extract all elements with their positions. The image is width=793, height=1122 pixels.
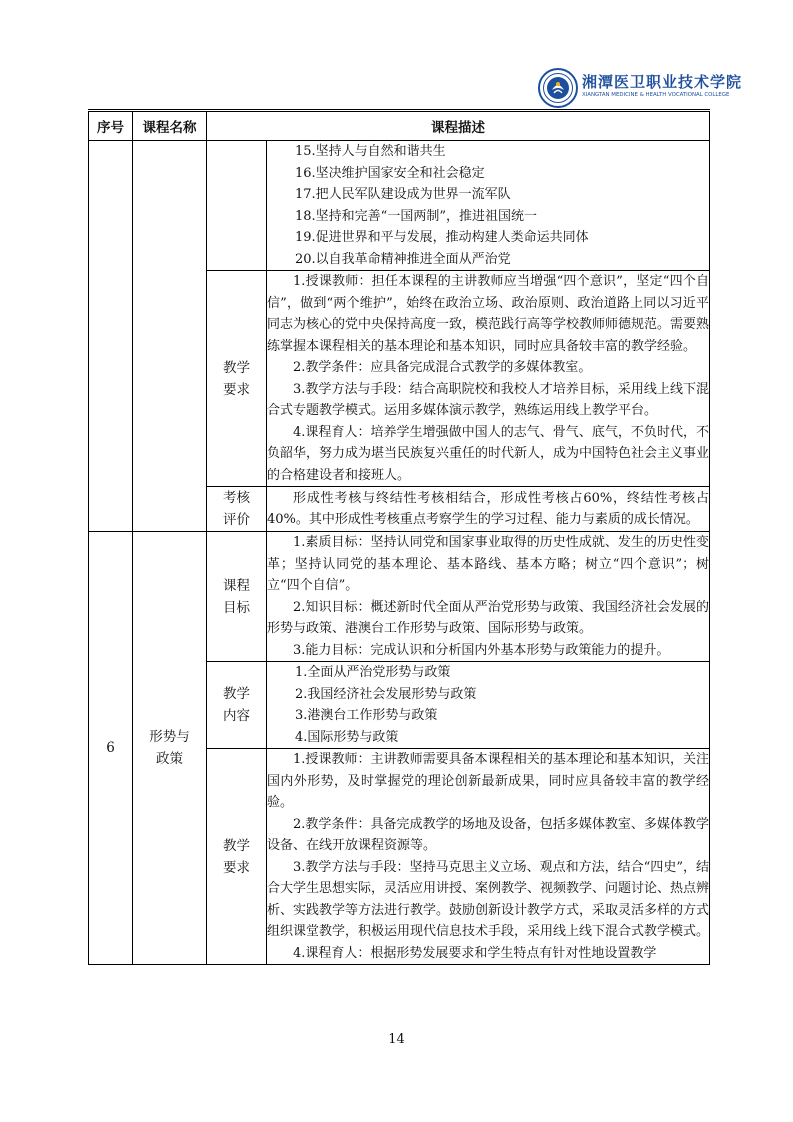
header-no: 序号 xyxy=(89,112,133,141)
teaching-requirements-label: 教学 要求 xyxy=(207,749,267,965)
school-logo xyxy=(538,68,743,108)
course-no: 6 xyxy=(89,532,133,965)
assessment-desc xyxy=(267,487,710,532)
paragraph: 3.教学方法与手段：坚持马克思主义立场、观点和方法，结合“四史”，结合大学生思想实际，灵活应用讲授、案例教学、视频教学、问题讨论、热点辨析、实践教学等方法进行教学。鼓励创新设计教学方式，采取灵活多样的方式组织课堂教学，积极运用现代信息技术手段，采用线上线下混合式教学模式。 xyxy=(267,859,710,939)
assessment-label: 考核 评价 xyxy=(207,487,267,532)
table-row xyxy=(89,141,710,271)
paragraph: 1.授课教师：担任本课程的主讲教师应当增强“四个意识”，坚定“四个自信”，做到“两个维护”，始终在政治立场、政治原则、政治道路上同以习近平同志为核心的党中央保持高度一致，模范践行高等学校教师师德规范。需要熟练掌握本课程相关的基本理论和基本知识，同时应具备较丰富的教学经验。 xyxy=(267,274,710,354)
header-course: 课程名称 xyxy=(133,112,207,141)
teaching-content-desc xyxy=(267,662,710,749)
prev-course-no-cell xyxy=(89,141,133,532)
paragraph: 4.课程育人：培养学生增强做中国人的志气、骨气、底气，不负时代，不负韶华，努力成为堪当民族复兴重任的时代新人，成为中国特色社会主义事业的合格建设者和接班人。 xyxy=(267,424,710,483)
school-name: 湘潭医卫职业技术学院 xyxy=(582,73,743,91)
prev-course-name-cell xyxy=(133,141,207,532)
course-table xyxy=(88,111,710,965)
teaching-requirements-desc xyxy=(267,749,710,965)
paragraph: 4.课程育人：根据形势发展要求和学生特点有针对性地设置教学 xyxy=(293,945,657,961)
school-name-en: XIANGTAN MEDICINE & HEALTH VOCATIONAL COLLEGE xyxy=(582,92,730,98)
paragraph: 1.素质目标：坚持认同党和国家事业取得的历史性成就、发生的历史性变革；坚持认同党的基本理论、基本路线、基本方略；树立“四个意识”；树立“四个自信”。 xyxy=(267,535,709,593)
paragraph: 3.能力目标：完成认识和分析国内外基本形势与政策能力的提升。 xyxy=(293,642,670,658)
list-item: 4.国际形势与政策 xyxy=(295,729,399,745)
course-name: 形势与 政策 xyxy=(133,532,207,965)
list-item: 19.促进世界和平与发展，推动构建人类命运共同体 xyxy=(295,230,589,245)
prev-content-desc xyxy=(267,141,710,271)
list-item: 2.我国经济社会发展形势与政策 xyxy=(295,686,477,702)
teaching-requirements-desc xyxy=(267,271,710,487)
page-number: 14 xyxy=(388,1032,405,1047)
page-header xyxy=(0,0,793,108)
paragraph: 形成性考核与终结性考核相结合，形成性考核占60%，终结性考核占40%。其中形成性考核重点考察学生的学习过程、能力与素质的成长情况。 xyxy=(267,490,709,527)
paragraph: 2.教学条件：具备完成教学的场地及设备，包括多媒体教室、多媒体教学设备、在线开放课程资源等。 xyxy=(267,816,709,853)
paragraph: 2.教学条件：应具备完成混合式教学的多媒体教室。 xyxy=(293,360,592,375)
list-item: 3.港澳台工作形势与政策 xyxy=(295,708,438,723)
school-emblem-icon xyxy=(538,68,578,108)
header-desc: 课程描述 xyxy=(207,112,710,141)
list-item: 16.坚决维护国家安全和社会稳定 xyxy=(295,165,485,181)
table-row xyxy=(89,532,710,662)
list-item: 1.全面从严治党形势与政策 xyxy=(295,665,451,680)
prev-content-label-cell xyxy=(207,141,267,271)
list-item: 15.坚持人与自然和谐共生 xyxy=(295,144,446,159)
paragraph: 2.知识目标：概述新时代全面从严治党形势与政策、我国经济社会发展的形势与政策、港澳台工作形势与政策、国际形势与政策。 xyxy=(267,599,709,636)
paragraph: 1.授课教师：主讲教师需要具备本课程相关的基本理论和基本知识，关注国内外形势，及时掌握党的理论创新最新成果，同时应具备较丰富的教学经验。 xyxy=(267,752,709,810)
teaching-requirements-label: 教学 要求 xyxy=(207,271,267,487)
list-item: 18.坚持和完善“一国两制”，推进祖国统一 xyxy=(295,208,537,224)
paragraph: 3.教学方法与手段：结合高职院校和我校人才培养目标，采用线上线下混合式专题教学模式。运用多媒体演示教学，熟练运用线上教学平台。 xyxy=(267,381,709,418)
list-item: 20.以自我革命精神推进全面从严治党 xyxy=(295,251,511,267)
table-header-row xyxy=(89,112,710,141)
course-goal-desc xyxy=(267,532,710,662)
header-divider xyxy=(88,109,710,110)
list-item: 17.把人民军队建设成为世界一流军队 xyxy=(295,187,511,202)
course-goal-label: 课程 目标 xyxy=(207,532,267,662)
teaching-content-label: 教学 内容 xyxy=(207,662,267,749)
